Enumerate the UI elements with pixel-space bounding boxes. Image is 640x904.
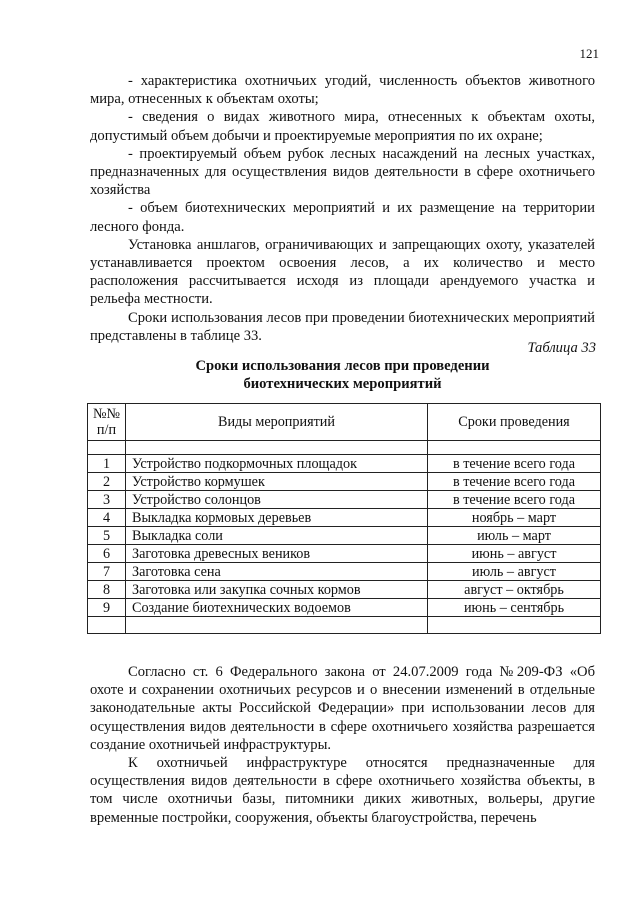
paragraph: - проектируемый объем рубок лесных насаждений на лесных участках, предназначенных для осуществления видов деятельности в сфере охотничьего хозяйства — [90, 145, 595, 199]
row-term: ноябрь – март — [428, 509, 601, 527]
table-row — [88, 491, 601, 509]
bottom-text — [90, 663, 595, 827]
table-title-line: Сроки использования лесов при проведении — [195, 358, 490, 374]
paragraph: - характеристика охотничьих угодий, численность объектов животного мира, отнесенных к объектам охоты; — [90, 73, 595, 108]
row-number: 3 — [88, 491, 126, 509]
row-number: 7 — [88, 563, 126, 581]
paragraph: Установка аншлагов, ограничивающих и запрещающих охоту, указателей устанавливается проектом освоения лесов, а их количество и место расположения рассчитывается исходя из площади арендуемого участка и рельефа местности. — [90, 236, 595, 308]
paragraph: Сроки использования лесов при проведении биотехнических мероприятий представлены в таблице 33. — [90, 309, 595, 344]
row-activity: Заготовка сена — [126, 563, 428, 581]
table-row — [88, 545, 601, 563]
header-number — [88, 404, 126, 441]
table-caption: Таблица 33 — [527, 340, 596, 356]
row-term: июль – март — [428, 527, 601, 545]
table-row — [88, 509, 601, 527]
table-row — [88, 599, 601, 617]
table-row — [88, 563, 601, 581]
row-term: июнь – август — [428, 545, 601, 563]
row-number: 1 — [88, 455, 126, 473]
row-activity: Устройство солонцов — [126, 491, 428, 509]
row-number: 4 — [88, 509, 126, 527]
row-term: в течение всего года — [428, 455, 601, 473]
activities-table — [87, 403, 601, 634]
row-number: 5 — [88, 527, 126, 545]
table-title — [90, 357, 595, 393]
header-activity: Виды мероприятий — [126, 404, 428, 441]
row-number: 9 — [88, 599, 126, 617]
row-term: июль – август — [428, 563, 601, 581]
row-term: август – октябрь — [428, 581, 601, 599]
row-activity: Устройство подкормочных площадок — [126, 455, 428, 473]
row-activity: Создание биотехнических водоемов — [126, 599, 428, 617]
paragraph: - сведения о видах животного мира, отнесенных к объектам охоты, допустимый объем добычи и проектируемые мероприятия по их охране; — [90, 109, 595, 144]
row-activity: Выкладка кормовых деревьев — [126, 509, 428, 527]
table-tail-row — [88, 617, 601, 634]
header-number-line: п/п — [96, 422, 117, 438]
paragraph: Согласно ст. 6 Федерального закона от 24.07.2009 года №209-ФЗ «Об охоте и сохранении охотничьих ресурсов и о внесении изменений в отдельные законодательные акты Российской Федерации» при использовании лесов для осуществления видов деятельности в сфере охотничьего хозяйства разрешается создание охотничьей инфраструктуры. — [90, 664, 595, 753]
table-title-line: биотехнических мероприятий — [243, 376, 442, 392]
paragraph: - объем биотехнических мероприятий и их размещение на территории лесного фонда. — [90, 200, 595, 235]
row-activity: Выкладка соли — [126, 527, 428, 545]
row-activity: Устройство кормушек — [126, 473, 428, 491]
row-activity: Заготовка древесных веников — [126, 545, 428, 563]
header-number-line: №№ — [92, 406, 121, 422]
table-header-row — [88, 404, 601, 441]
row-term: июнь – сентябрь — [428, 599, 601, 617]
top-text — [90, 72, 595, 345]
table-row — [88, 455, 601, 473]
row-number: 8 — [88, 581, 126, 599]
header-term: Сроки проведения — [428, 404, 601, 441]
table-row — [88, 581, 601, 599]
table-row — [88, 527, 601, 545]
page-number: 121 — [579, 46, 599, 61]
row-term: в течение всего года — [428, 491, 601, 509]
row-number: 2 — [88, 473, 126, 491]
table-row — [88, 473, 601, 491]
table-spacer-row — [88, 441, 601, 455]
row-number: 6 — [88, 545, 126, 563]
row-term: в течение всего года — [428, 473, 601, 491]
paragraph: К охотничьей инфраструктуре относятся предназначенные для осуществления видов деятельности в сфере охотничьего хозяйства объекты, в том числе охотничьи базы, питомники диких животных, вольеры, другие временные постройки, сооружения, объекты благоустройства, перечень — [90, 755, 595, 826]
row-activity: Заготовка или закупка сочных кормов — [126, 581, 428, 599]
